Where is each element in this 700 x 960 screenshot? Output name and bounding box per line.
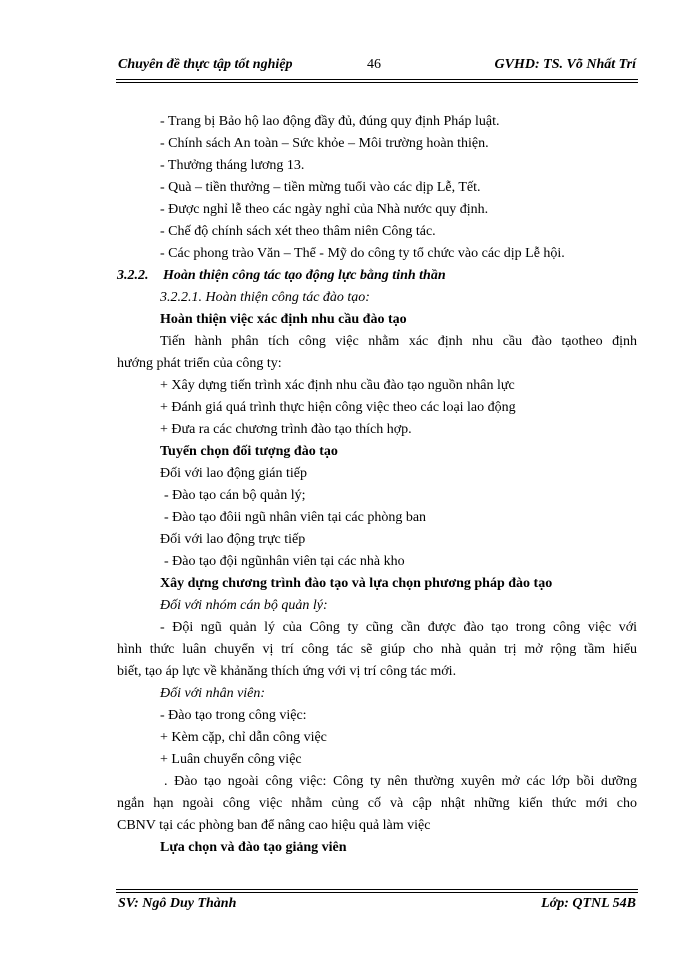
list-item: + Đưa ra các chương trình đào tạo thích hợp. [160, 422, 412, 437]
header-rule [116, 79, 638, 83]
section-heading [117, 265, 446, 287]
list-item: - Đào tạo cán bộ quản lý; [164, 488, 306, 503]
header-advisor: GVHD: TS. Võ Nhất Trí [494, 57, 636, 72]
paragraph-line: CBNV tại các phòng ban để nâng cao hiệu quả làm việc [117, 818, 431, 833]
list-item: + Luân chuyển công việc [160, 752, 302, 767]
bold-heading: Xây dựng chương trình đào tạo và lựa chọn phương pháp đào tạo [160, 576, 553, 591]
footer-rule [116, 889, 638, 893]
page-header [118, 57, 636, 79]
group-label: Đối với lao động gián tiếp [160, 466, 307, 481]
paragraph-line: ngắn hạn ngoài công việc nhằm củng cố và cập nhật những kiến thức mới cho [117, 796, 637, 811]
benefit-line: - Quà – tiền thưởng – tiền mừng tuổi vào các dịp Lễ, Tết. [160, 180, 481, 195]
group-label: Đối với nhóm cán bộ quản lý: [160, 598, 328, 613]
header-document-title: Chuyên đề thực tập tốt nghiệp [118, 57, 293, 72]
bold-heading: Tuyển chọn đối tượng đào tạo [160, 444, 338, 459]
footer-student: SV: Ngô Duy Thành [118, 896, 237, 911]
footer-class: Lớp: QTNL 54B [541, 896, 636, 911]
paragraph-line: . Đào tạo ngoài công việc: Công ty nên thường xuyên mở các lớp bồi dưỡng [164, 774, 637, 789]
list-item: - Đào tạo đôii ngũ nhân viên tại các phòng ban [164, 510, 427, 525]
section-title: Hoàn thiện công tác tạo động lực bằng tinh thần [163, 268, 446, 283]
benefit-line: - Chế độ chính sách xét theo thâm niên Công tác. [160, 224, 436, 239]
benefit-line: - Trang bị Bảo hộ lao động đầy đủ, đúng quy định Pháp luật. [160, 114, 500, 129]
list-item: - Đào tạo đội ngũnhân viên tại các nhà kho [164, 554, 405, 569]
paragraph-line: Tiến hành phân tích công việc nhằm xác định nhu cầu đào tạotheo định [160, 334, 637, 349]
benefit-line: - Được nghỉ lễ theo các ngày nghỉ của Nhà nước quy định. [160, 202, 489, 217]
header-page-number: 46 [367, 57, 381, 72]
subsection-heading: 3.2.2.1. Hoàn thiện công tác đào tạo: [160, 290, 370, 305]
list-item: + Kèm cặp, chỉ dẫn công việc [160, 730, 327, 745]
group-label: Đối với nhân viên: [160, 686, 266, 701]
group-label: Đối với lao động trực tiếp [160, 532, 306, 547]
list-item: - Đào tạo trong công việc: [160, 708, 307, 723]
paragraph-line: hướng phát triển của công ty: [117, 356, 282, 371]
bold-heading: Hoàn thiện việc xác định nhu cầu đào tạo [160, 312, 407, 327]
benefit-line: - Các phong trào Văn – Thể - Mỹ do công ty tổ chức vào các dịp Lễ hội. [160, 246, 565, 261]
page-footer [118, 896, 636, 918]
section-number: 3.2.2. [117, 268, 149, 283]
benefit-line: - Chính sách An toàn – Sức khỏe – Môi trường hoàn thiện. [160, 136, 489, 151]
paragraph-line: hình thức luân chuyển vị trí công tác sẽ giúp cho nhà quản trị mở rộng tầm hiểu [117, 642, 637, 657]
list-item: + Đánh giá quá trình thực hiện công việc theo các loại lao động [160, 400, 516, 415]
bold-heading: Lựa chọn và đào tạo giảng viên [160, 840, 347, 855]
paragraph-line: - Đội ngũ quản lý của Công ty cũng cần được đào tạo trong công việc với [160, 620, 637, 635]
benefit-line: - Thưởng tháng lương 13. [160, 158, 305, 173]
paragraph-line: biết, tạo áp lực về khảnăng thích ứng với vị trí công tác mới. [117, 664, 457, 679]
list-item: + Xây dựng tiến trình xác định nhu cầu đào tạo nguồn nhân lực [160, 378, 515, 393]
